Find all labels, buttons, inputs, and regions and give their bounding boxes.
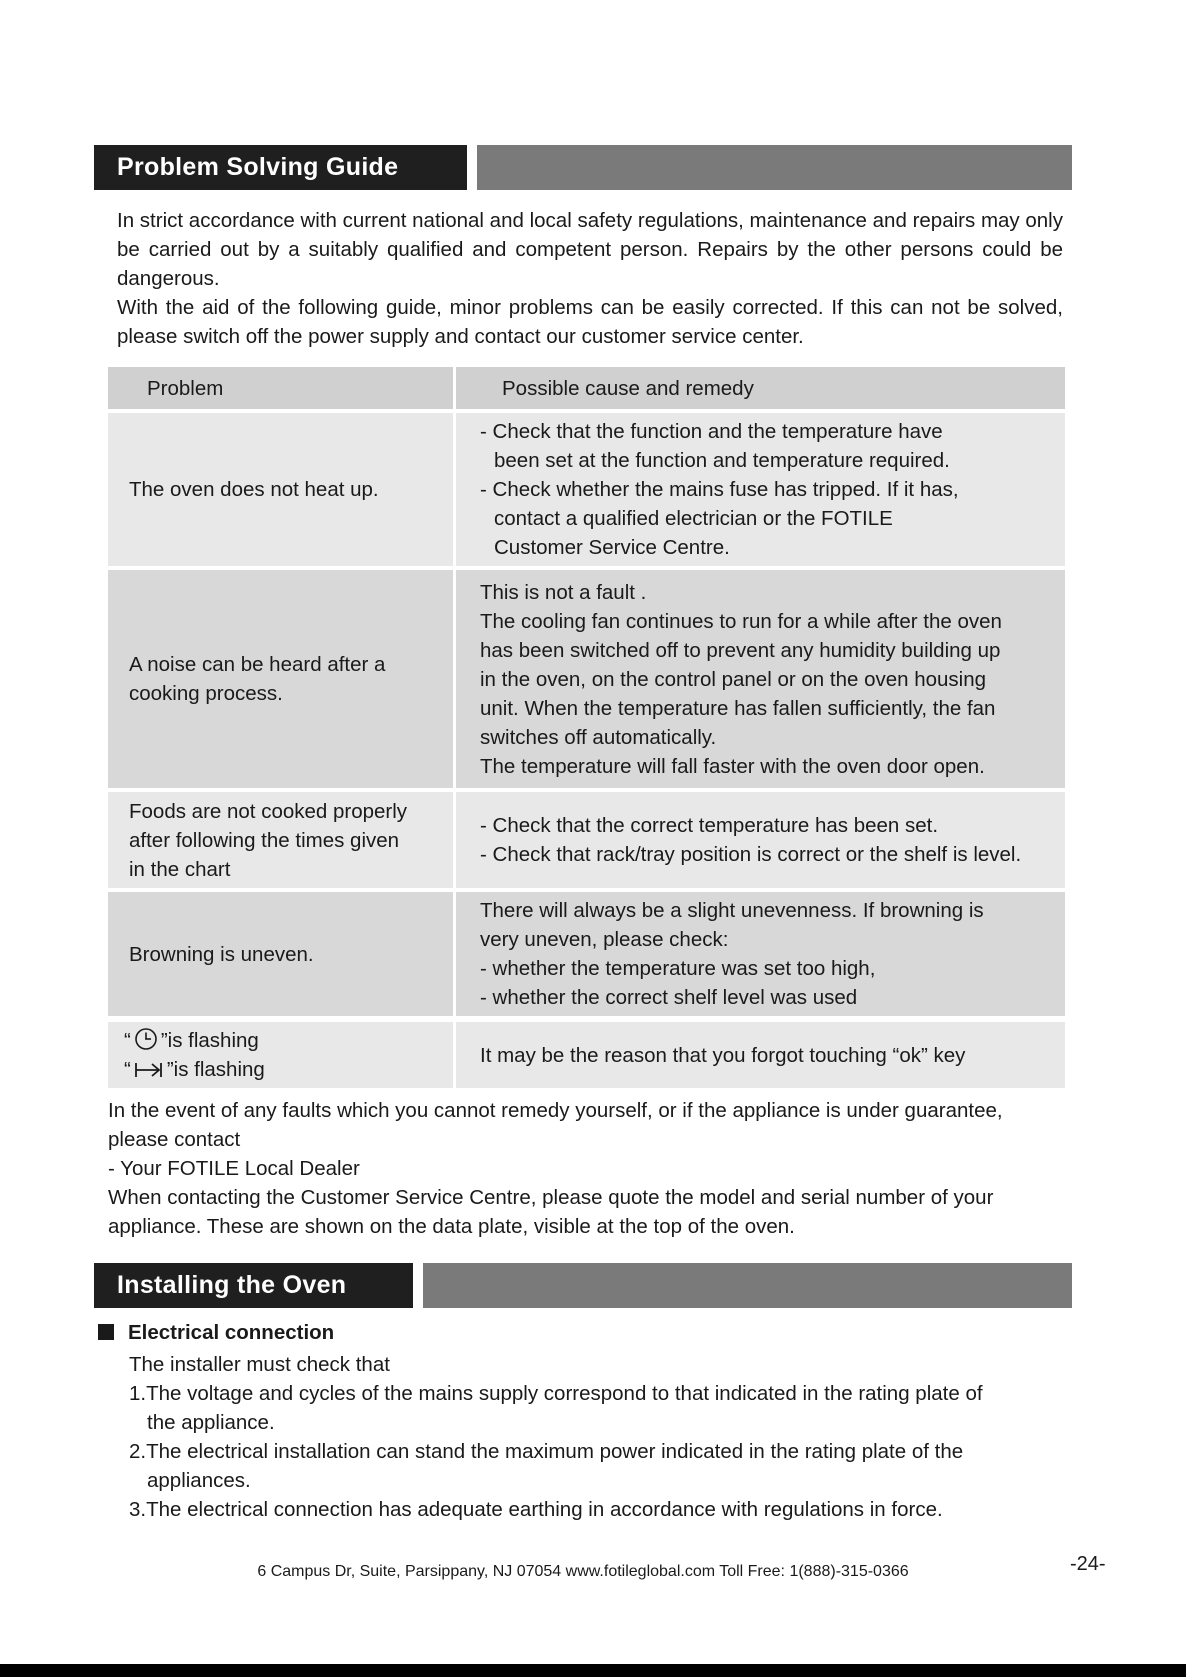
page-number: -24- (1070, 1553, 1106, 1575)
table-header-remedy: Possible cause and remedy (456, 367, 1065, 409)
table-row-problem: A noise can be heard after a cooking process. (108, 570, 453, 788)
electrical-connection-heading: Electrical connection (98, 1318, 334, 1347)
table-row-remedy: It may be the reason that you forgot touching “ok” key (456, 1022, 1065, 1088)
table-row-remedy: - Check that the function and the temperature have been set at the function and temperature required. - Check whether the mains fuse has tripped. If it has, contact a qualified electrician or the FOTILE Customer Service Centre. (456, 413, 1065, 566)
table-row-remedy: There will always be a slight unevenness. If browning is very uneven, please check: - whether the temperature was set too high, - whether the correct shelf level was used (456, 892, 1065, 1016)
footer-address: 6 Campus Dr, Suite, Parsippany, NJ 07054 www.fotileglobal.com Toll Free: 1(888)-315-0366 (257, 1563, 909, 1580)
installer-intro: The installer must check that (129, 1353, 390, 1376)
intro-paragraph: With the aid of the following guide, minor problems can be easily corrected. If this can not be solved, please switch off the power supply and contact our customer service center. (117, 296, 1063, 348)
square-bullet-icon (98, 1324, 114, 1340)
table-row-problem: “ ”is flashing “ ”is flashing (108, 1022, 453, 1088)
list-item: 3.The electrical connection has adequate earthing in accordance with regulations in force. (129, 1498, 943, 1521)
table-row-remedy: - Check that the correct temperature has been set. - Check that rack/tray position is correct or the shelf is level. (456, 792, 1065, 888)
contact-info: In the event of any faults which you cannot remedy yourself, or if the appliance is under guarantee, please contact - Your FOTILE Local Dealer When contacting the Customer Service Centre, please quote the model and serial number of your appliance. These are shown on the data plate, visible at the top of the oven. (108, 1099, 1003, 1238)
header-bar (423, 1263, 1072, 1308)
table-row-problem: The oven does not heat up. (108, 413, 453, 566)
table-header-problem: Problem (108, 367, 453, 409)
table-row-problem: Foods are not cooked properly after following the times given in the chart (108, 792, 453, 888)
arrow-to-bar-icon (134, 1060, 164, 1080)
header-bar (477, 145, 1072, 190)
bottom-border (0, 1664, 1186, 1677)
list-item: 1.The voltage and cycles of the mains supply correspond to that indicated in the rating plate of the appliance. (129, 1382, 983, 1434)
problem-solving-header (94, 145, 1072, 190)
section-title: Installing the Oven (94, 1263, 413, 1308)
intro-paragraph: In strict accordance with current national and local safety regulations, maintenance and repairs may only be carried out by a suitably qualified and competent person. Repairs by the other persons could be dangerous. (117, 209, 1063, 290)
table-row-remedy: This is not a fault . The cooling fan continues to run for a while after the oven has been switched off to prevent any humidity building up in the oven, on the control panel or on the oven housing unit. When the temperature has fallen sufficiently, the fan switches off automatically. The temperature will fall faster with the oven door open. (456, 570, 1065, 788)
table-row-problem: Browning is uneven. (108, 892, 453, 1016)
installing-header (94, 1263, 1072, 1308)
section-title: Problem Solving Guide (94, 145, 467, 190)
clock-icon (134, 1027, 158, 1051)
list-item: 2.The electrical installation can stand the maximum power indicated in the rating plate of the appliances. (129, 1440, 964, 1492)
